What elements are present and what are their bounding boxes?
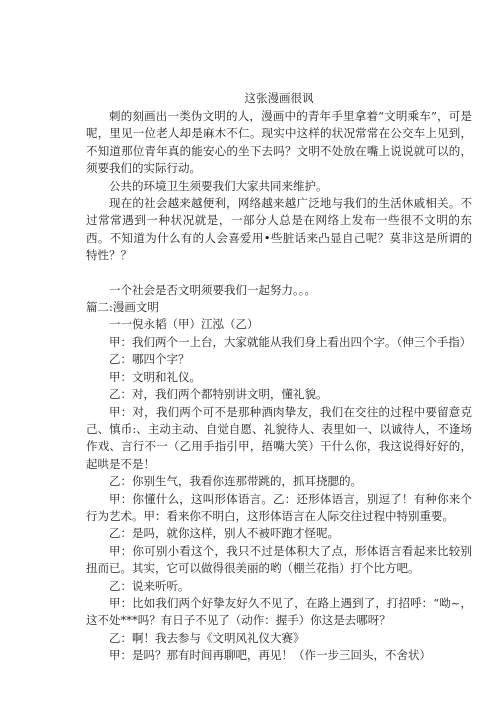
paragraph: 甲：我们两个一上台，大家就能从我们身上看出四个字。（伸三个手指） — [109, 334, 472, 349]
document-title: 这张漫画很讽 — [244, 91, 314, 105]
paragraph: 一个社会是否文明须要我们一起努力。。。 — [109, 282, 316, 297]
paragraph: 现在的社会越来越便利，网络越来越广泛地与我们的生活休戚相关。不过常常遇到一种状况就是，一部分人总是在网络上发布一些很不文明的东西。不知道为什么有的人会喜爱用•些脏话来凸显自己呢？莫非这是所谓的特性？？ — [86, 196, 472, 263]
paragraph: 乙：你别生气，我看你连那带跳的，抓耳挠腮的。 — [109, 474, 362, 489]
paragraph: 乙：啊！我去参与《文明风礼仪大赛》 — [109, 630, 305, 645]
section-heading: 篇二:漫画文明 — [86, 300, 159, 315]
paragraph: 甲：对，我们两个可不是那种酒肉挚友，我们在交往的过程中要留意克己、慎币:、主动主动、自觉自愿、礼貌待人、表里如一、以诚待人，不逢场作戏、言行不一（乙用手指引甲，捂嘴大笑）干什么你，我这说得好好的，起哄是不是！ — [86, 404, 472, 471]
paragraph: 乙：哪四个字？ — [109, 352, 190, 367]
paragraph: 公共的环境卫生须要我们大家共同来维护。 — [109, 178, 328, 193]
paragraph: 乙：说来听听。 — [109, 578, 190, 593]
paragraph: 一一倪永韬（甲）江泓（乙） — [109, 317, 259, 332]
paragraph: 甲：你可别小看这个，我只不过是体积大了点，形体语言看起来比较别扭而已。其实，它可以做得很美丽的哟（棚兰花指）打个比方吧。 — [86, 543, 472, 576]
blank-line — [86, 265, 472, 282]
paragraph: 乙：是吗，就你这样，别人不被吓跑才怪呢。 — [109, 526, 339, 541]
paragraph: 刺的刻画出一类伪文明的人，漫画中的青年手里拿着“文明乘车”，可是呢，里见一位老人却是麻木不仁。现实中这样的状况常常在公交车上见到，不知道那位青年真的能安心的坐下去吗？文明不处放在嘴上说说就可以的，须要我们的实际行动。 — [86, 109, 472, 176]
paragraph: 乙：对，我们两个都特别讲文明，懂礼貌。 — [109, 387, 328, 402]
paragraph: 甲：你懂什么，这叫形体语言。乙：还形体语言，别逗了！有种你来个行为艺术。甲：看来你不明白，这形体语言在人际交往过程中特别重要。 — [86, 491, 472, 523]
paragraph: 甲：是吗？那有时间再聊吧，再见！（作一步三回头，不舍状） — [109, 648, 431, 663]
paragraph: 甲：比如我们两个好挚友好久不见了，在路上遇到了，打招呼：“呦~，这不处***吗？有日子不见了（动作：握手）你这是去哪呀？ — [86, 595, 472, 628]
paragraph: 甲：文明和礼仪。 — [109, 369, 201, 384]
